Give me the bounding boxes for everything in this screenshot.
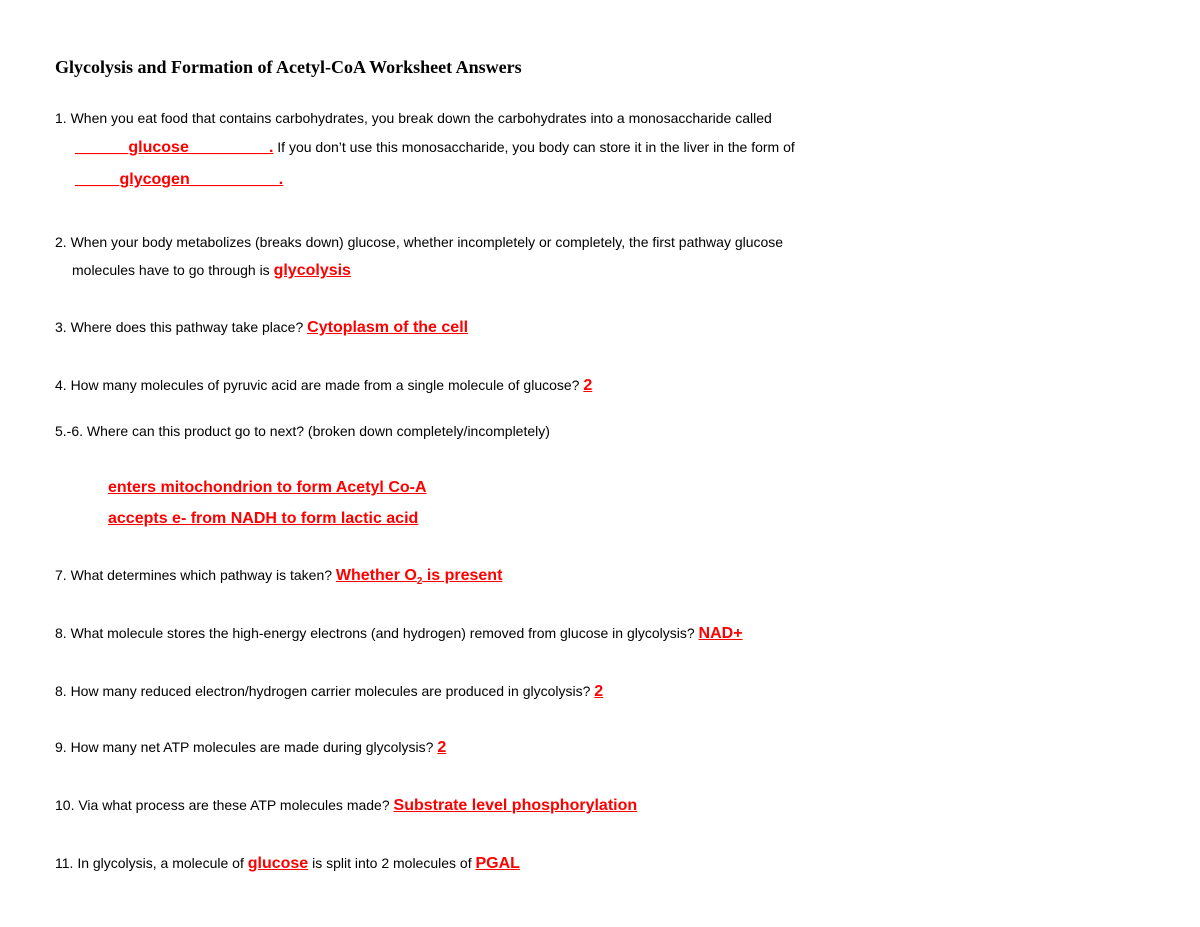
answer-acetyl-coa: enters mitochondrion to form Acetyl Co-A <box>108 479 427 496</box>
question-9-text: 9. How many net ATP molecules are made during glycolysis? <box>55 739 438 755</box>
question-10-text: 10. Via what process are these ATP molecules made? <box>55 797 394 813</box>
answer-glycogen: _____glycogen__________. <box>75 171 284 188</box>
question-5-6 <box>55 421 550 441</box>
question-2-text-b: molecules have to go through is <box>72 262 274 278</box>
question-8b-text: 8. How many reduced electron/hydrogen carrier molecules are produced in glycolysis? <box>55 683 595 699</box>
question-1-text-b: If you don’t use this monosaccharide, you body can store it in the liver in the form of <box>273 139 795 155</box>
question-11 <box>55 853 520 874</box>
question-3-text: 3. Where does this pathway take place? <box>55 319 308 335</box>
answer-lactic-acid: accepts e- from NADH to form lactic acid <box>108 510 419 527</box>
question-4-text: 4. How many molecules of pyruvic acid are made from a single molecule of glucose? <box>55 377 584 393</box>
answer-5-line <box>108 477 427 498</box>
answer-oxygen-post: is present <box>422 567 503 584</box>
answer-pgal: PGAL <box>475 855 520 872</box>
question-7 <box>55 565 502 592</box>
question-9 <box>55 737 446 758</box>
question-2-line-2 <box>72 260 351 281</box>
question-8a <box>55 623 743 644</box>
question-1-line-1 <box>55 108 772 128</box>
answer-q4: 2 <box>583 377 593 394</box>
question-2-text: 2. When your body metabolizes (breaks down) glucose, whether incompletely or completely, the first pathway glucose <box>55 234 784 250</box>
answer-oxygen-subscript: 2 <box>416 576 423 588</box>
answer-oxygen <box>335 567 503 588</box>
question-1-line-3 <box>75 169 283 190</box>
answer-glucose: ______glucose_________. <box>75 139 274 156</box>
question-3 <box>55 317 468 338</box>
answer-substrate-level: Substrate level phosphorylation <box>393 797 638 814</box>
page-title: Glycolysis and Formation of Acetyl-CoA Worksheet Answers <box>55 57 522 77</box>
question-7-text: 7. What determines which pathway is taken? <box>55 567 336 583</box>
answer-6-line <box>108 508 418 529</box>
question-4 <box>55 375 592 396</box>
question-11-text-b: is split into 2 molecules of <box>308 855 476 871</box>
answer-cytoplasm: Cytoplasm of the cell <box>307 319 469 336</box>
answer-q9: 2 <box>437 739 447 756</box>
question-10 <box>55 795 637 816</box>
question-5-6-text: 5.-6. Where can this product go to next? (broken down completely/incompletely) <box>55 423 550 439</box>
question-8a-text: 8. What molecule stores the high-energy electrons (and hydrogen) removed from glucose in glycolysis? <box>55 625 699 641</box>
question-2-line-1 <box>55 232 783 252</box>
answer-nad: NAD+ <box>698 625 743 642</box>
answer-glycolysis: glycolysis <box>273 262 351 279</box>
answer-oxygen-pre: Whether O <box>335 567 417 584</box>
question-1-text: 1. When you eat food that contains carbohydrates, you break down the carbohydrates into a monosaccharide called <box>55 110 772 126</box>
question-1-line-2 <box>75 137 795 158</box>
answer-glucose-split: glucose <box>247 855 309 872</box>
question-8b <box>55 681 603 702</box>
answer-q8b: 2 <box>594 683 604 700</box>
question-11-text: 11. In glycolysis, a molecule of <box>55 855 248 871</box>
